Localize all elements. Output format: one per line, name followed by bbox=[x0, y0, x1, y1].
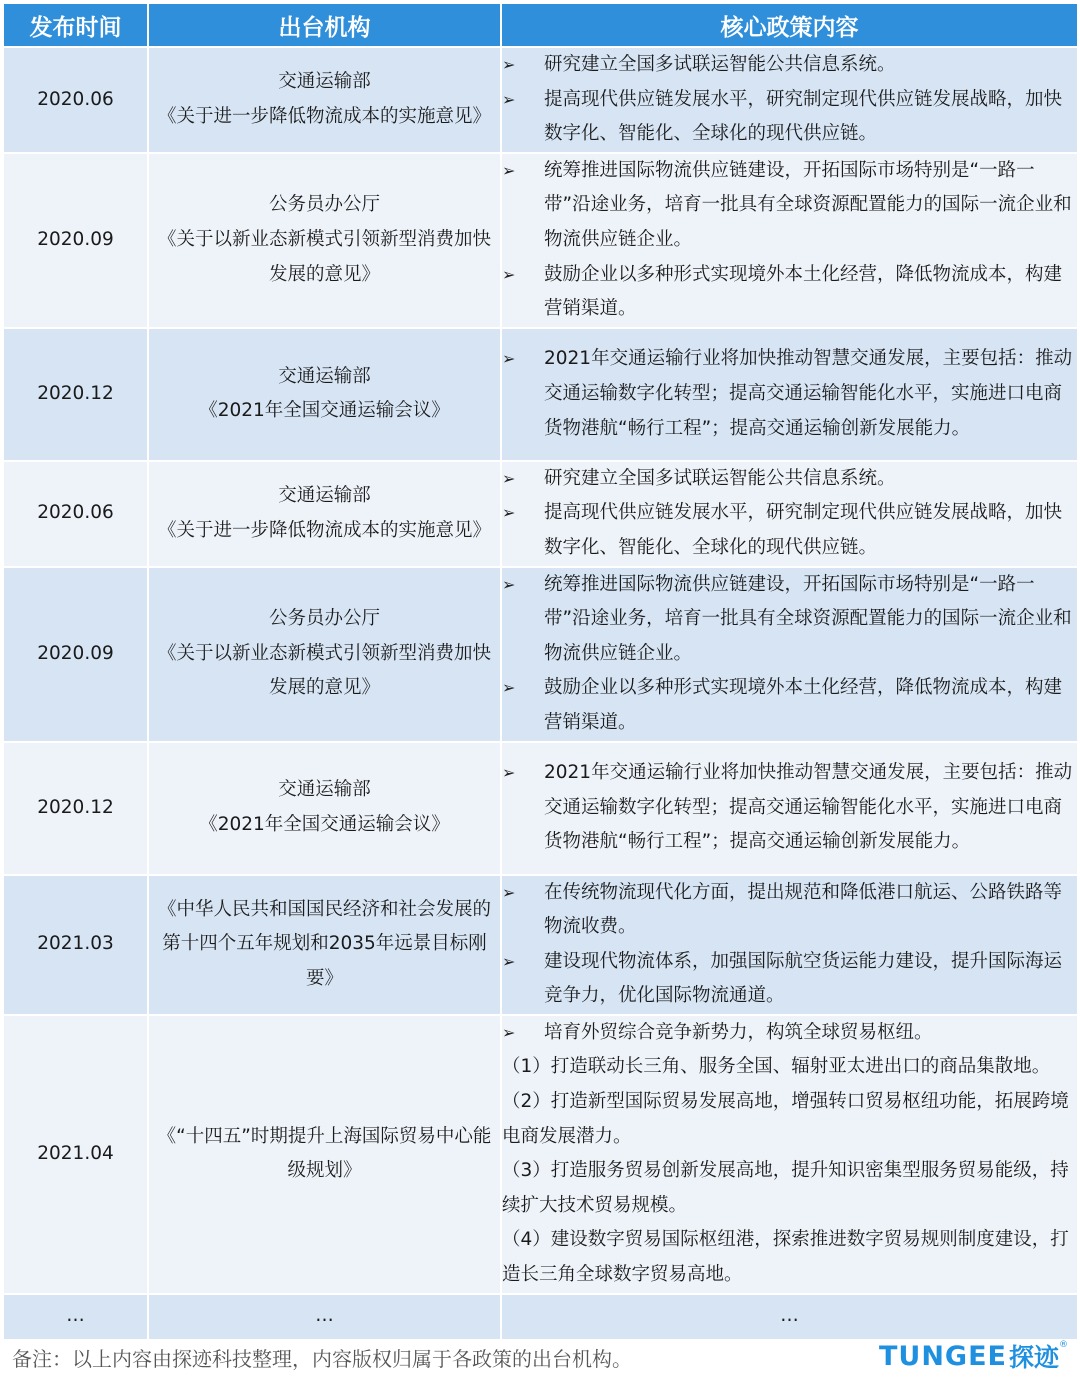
cell-org bbox=[149, 743, 500, 874]
cell-date: 2020.06 bbox=[4, 462, 147, 566]
cell-policy-content bbox=[502, 876, 1077, 1014]
cell-org bbox=[149, 48, 500, 152]
cell-date: 2020.06 bbox=[4, 48, 147, 152]
cell-org bbox=[149, 154, 500, 327]
policy-bullet: ➢ 提高现代供应链发展水平，研究制定现代供应链发展战略，加快数字化、智能化、全球化的现代供应链。 bbox=[502, 496, 1077, 565]
cell-policy-content bbox=[502, 329, 1077, 460]
cell-date: 2020.09 bbox=[4, 568, 147, 741]
cell-policy-content bbox=[502, 568, 1077, 741]
policy-bullet: ➢ 在传统物流现代化方面，提出规范和降低港口航运、公路铁路等物流收费。 bbox=[502, 876, 1077, 945]
cell-org bbox=[149, 1295, 500, 1339]
brand-name-en: TUNGEE bbox=[878, 1340, 1007, 1372]
cell-org bbox=[149, 1016, 500, 1293]
org-line: 《关于进一步降低物流成本的实施意见》 bbox=[157, 519, 491, 541]
policy-paragraph: … bbox=[780, 1305, 799, 1327]
org-line: 交通运输部 bbox=[278, 71, 371, 93]
policy-paragraph: （1）打造联动长三角、服务全国、辐射亚太进出口的商品集散地。 bbox=[502, 1056, 1051, 1078]
cell-org bbox=[149, 568, 500, 741]
cell-date: 2020.12 bbox=[4, 329, 147, 460]
table-row bbox=[4, 329, 1077, 460]
cell-date: 2020.09 bbox=[4, 154, 147, 327]
cell-date: … bbox=[4, 1295, 147, 1339]
org-line: 《2021年全国交通运输会议》 bbox=[199, 400, 450, 422]
org-line: 公务员办公厅 bbox=[268, 194, 380, 216]
org-line: 交通运输部 bbox=[278, 779, 371, 801]
org-line: 交通运输部 bbox=[278, 365, 371, 387]
cell-policy-content bbox=[502, 154, 1077, 327]
policy-bullet: ➢ 研究建立全国多试联运智能公共信息系统。 bbox=[502, 48, 1077, 83]
org-line: 《关于以新业态新模式引领新型消费加快发展的意见》 bbox=[157, 642, 491, 699]
policy-bullet: ➢ 鼓励企业以多种形式实现境外本土化经营，降低物流成本，构建营销渠道。 bbox=[502, 258, 1077, 327]
cell-policy-content bbox=[502, 743, 1077, 874]
cell-date: 2021.04 bbox=[4, 1016, 147, 1293]
org-line: … bbox=[315, 1305, 334, 1327]
org-line: 《关于进一步降低物流成本的实施意见》 bbox=[157, 105, 491, 127]
policy-bullet: ➢ 研究建立全国多试联运智能公共信息系统。 bbox=[502, 462, 1077, 497]
cell-policy-content bbox=[502, 48, 1077, 152]
policy-bullet: ➢ 建设现代物流体系，加强国际航空货运能力建设，提升国际海运竞争力，优化国际物流通道。 bbox=[502, 945, 1077, 1014]
cell-org bbox=[149, 876, 500, 1014]
policy-bullet: ➢ 2021年交通运输行业将加快推动智慧交通发展，主要包括：推动交通运输数字化转型；提高交通运输智能化水平，实施进口电商货物港航“畅行工程”；提高交通运输创新发展能力。 bbox=[502, 342, 1077, 446]
table-row bbox=[4, 462, 1077, 566]
cell-policy-content bbox=[502, 462, 1077, 566]
policy-paragraph: （4）建设数字贸易国际枢纽港，探索推进数字贸易规则制度建设，打造长三角全球数字贸易高地。 bbox=[502, 1229, 1069, 1286]
cell-policy-content bbox=[502, 1016, 1077, 1293]
policy-bullet: ➢ 提高现代供应链发展水平，研究制定现代供应链发展战略，加快数字化、智能化、全球化的现代供应链。 bbox=[502, 83, 1077, 152]
org-line: 《中华人民共和国国民经济和社会发展的第十四个五年规划和2035年远景目标刚要》 bbox=[157, 898, 491, 989]
header-content: 核心政策内容 bbox=[502, 4, 1077, 46]
table-row bbox=[4, 1295, 1077, 1339]
header-org: 出台机构 bbox=[149, 4, 500, 46]
table-row bbox=[4, 154, 1077, 327]
org-line: 《“十四五”时期提升上海国际贸易中心能级规划》 bbox=[157, 1125, 492, 1182]
table-row bbox=[4, 743, 1077, 874]
cell-org bbox=[149, 462, 500, 566]
cell-org bbox=[149, 329, 500, 460]
tungee-logo bbox=[879, 1338, 1068, 1374]
policy-bullet: ➢ 统筹推进国际物流供应链建设，开拓国际市场特别是“一路一带”沿途业务，培育一批具有全球资源配置能力的国际一流企业和物流供应链企业。 bbox=[502, 568, 1077, 672]
org-line: 交通运输部 bbox=[278, 485, 371, 507]
policy-bullet: ➢ 鼓励企业以多种形式实现境外本土化经营，降低物流成本，构建营销渠道。 bbox=[502, 671, 1077, 740]
policy-bullet: ➢ 培育外贸综合竞争新势力，构筑全球贸易枢纽。 bbox=[502, 1016, 1077, 1051]
policy-table bbox=[2, 2, 1079, 1341]
policy-bullet: ➢ 统筹推进国际物流供应链建设，开拓国际市场特别是“一路一带”沿途业务，培育一批具有全球资源配置能力的国际一流企业和物流供应链企业。 bbox=[502, 154, 1077, 258]
table-row bbox=[4, 876, 1077, 1014]
header-date: 发布时间 bbox=[4, 4, 147, 46]
policy-paragraph: （2）打造新型国际贸易发展高地，增强转口贸易枢纽功能，拓展跨境电商发展潜力。 bbox=[502, 1091, 1069, 1147]
table-header-row bbox=[4, 4, 1077, 46]
cell-date: 2020.12 bbox=[4, 743, 147, 874]
cell-policy-content bbox=[502, 1295, 1077, 1339]
table-row bbox=[4, 48, 1077, 152]
table-row bbox=[4, 1016, 1077, 1293]
table-row bbox=[4, 568, 1077, 741]
org-line: 公务员办公厅 bbox=[268, 608, 380, 630]
footer-note: 备注：以上内容由探迹科技整理，内容版权归属于各政策的出台机构。 bbox=[12, 1347, 632, 1371]
org-line: 《关于以新业态新模式引领新型消费加快发展的意见》 bbox=[157, 228, 491, 285]
cell-date: 2021.03 bbox=[4, 876, 147, 1014]
brand-name-cn: 探迹 bbox=[1008, 1343, 1059, 1372]
policy-paragraph: （3）打造服务贸易创新发展高地，提升知识密集型服务贸易能级，持续扩大技术贸易规模。 bbox=[502, 1160, 1069, 1216]
org-line: 《2021年全国交通运输会议》 bbox=[199, 814, 450, 835]
policy-bullet: ➢ 2021年交通运输行业将加快推动智慧交通发展，主要包括：推动交通运输数字化转型；提高交通运输智能化水平，实施进口电商货物港航“畅行工程”；提高交通运输创新发展能力。 bbox=[502, 756, 1077, 860]
registered-mark: ® bbox=[1059, 1340, 1068, 1350]
